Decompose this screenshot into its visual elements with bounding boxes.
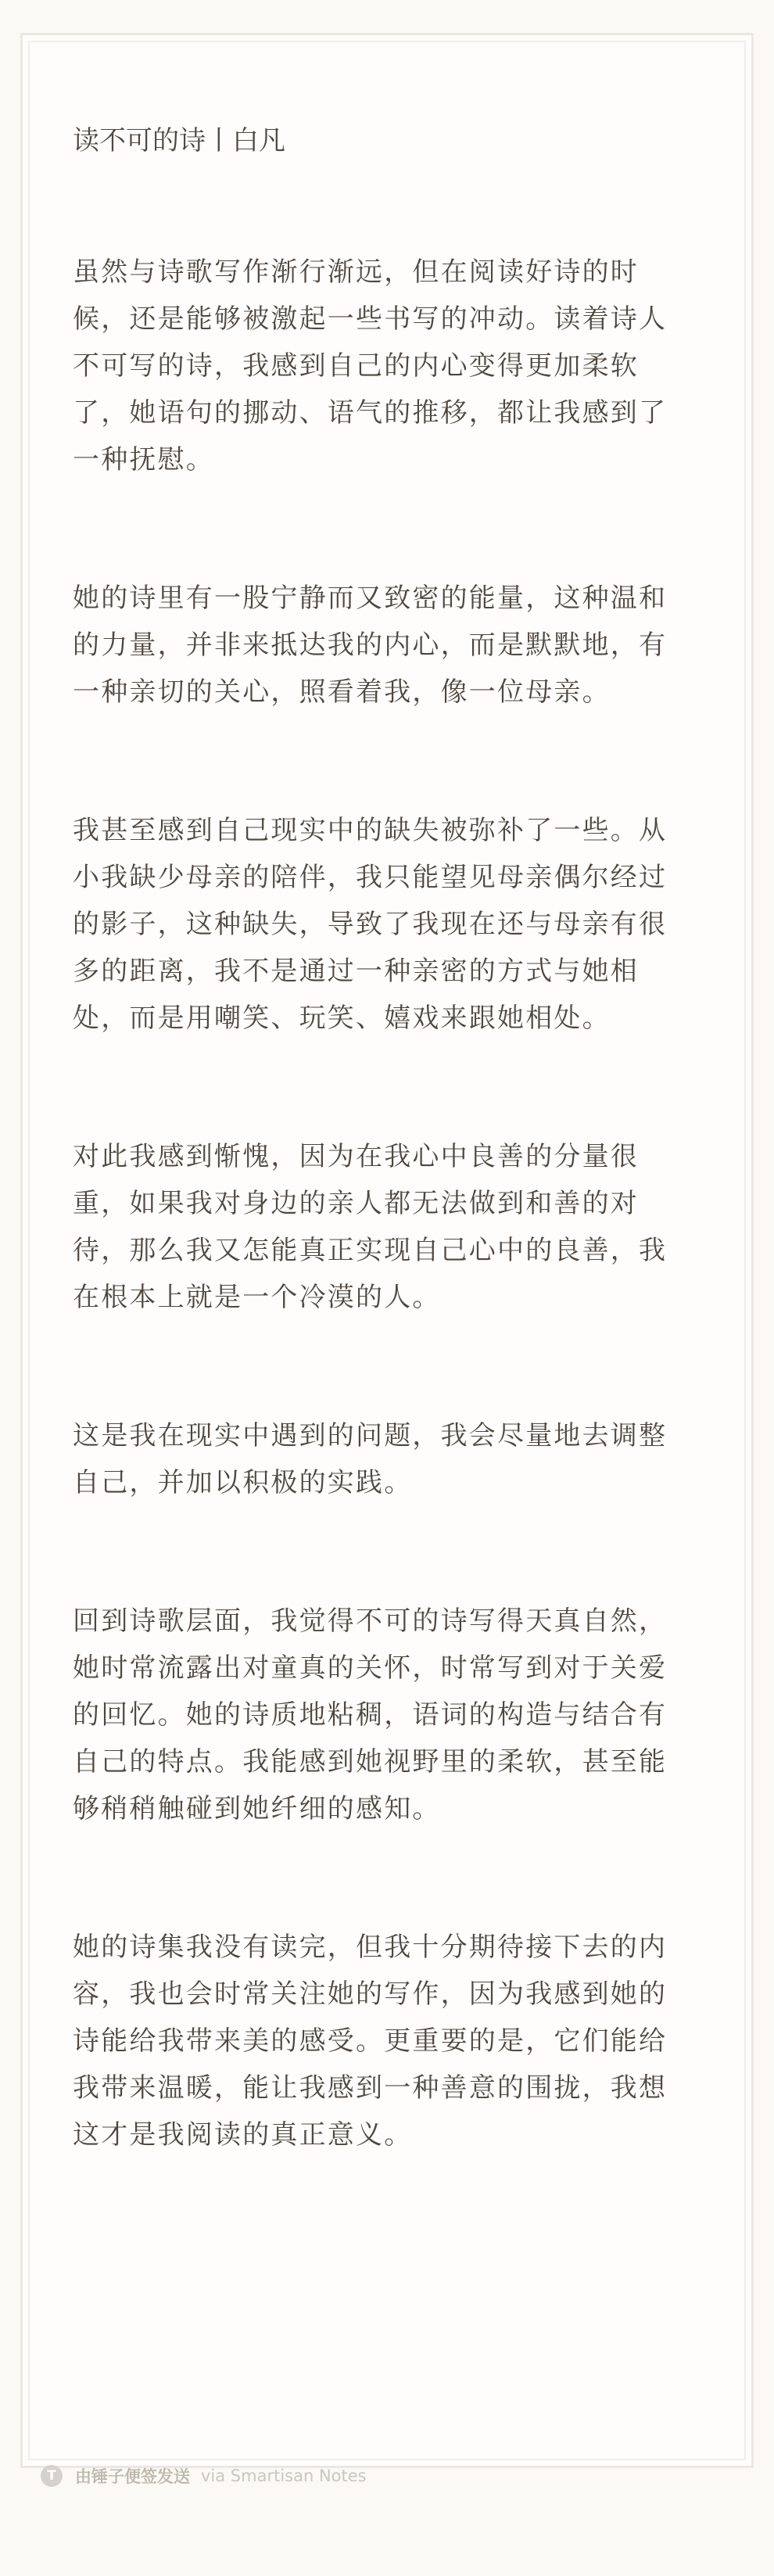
note-paragraph-5: 这是我在现实中遇到的问题，我会尽量地去调整自己，并加以积极的实践。 <box>73 1420 668 1498</box>
note-paragraph-4: 对此我感到惭愧，因为在我心中良善的分量很重，如果我对身边的亲人都无法做到和善的对待，那么我又怎能真正实现自己心中的良善，我在根本上就是一个冷漠的人。 <box>73 1141 668 1313</box>
note-paragraph-7: 她的诗集我没有读完，但我十分期待接下去的内容，我也会时常关注她的写作，因为我感到她的诗能给我带来美的感受。更重要的是，它们能给我带来温暖，能让我感到一种善意的围拢，我想这才是我阅读的真正意义。 <box>73 1932 668 2151</box>
footer-sent-label: 由锤子便签发送 <box>75 2467 190 2486</box>
footer-via-label: via Smartisan Notes <box>201 2467 367 2485</box>
note-paragraph-2: 她的诗里有一股宁静而又致密的能量，这种温和的力量，并非来抵达我的内心，而是默默地，有一种亲切的关心，照看着我，像一位母亲。 <box>73 583 668 708</box>
note-paragraph-6: 回到诗歌层面，我觉得不可的诗写得天真自然，她时常流露出对童真的关怀，时常写到对于关爱的回忆。她的诗质地粘稠，语词的构造与结合有自己的特点。我能感到她视野里的柔软，甚至能够稍稍触碰到她纤细的感知。 <box>73 1606 668 1824</box>
note-paragraph-3: 我甚至感到自己现实中的缺失被弥补了一些。从小我缺少母亲的陪伴，我只能望见母亲偶尔经过的影子，这种缺失，导致了我现在还与母亲有很多的距离，我不是通过一种亲密的方式与她相处，而是用嘲笑、玩笑、嬉戏来跟她相处。 <box>73 815 668 1034</box>
smartisan-logo-icon: T <box>41 2465 63 2487</box>
note-content <box>73 117 690 2250</box>
footer-attribution <box>41 2460 367 2492</box>
note-paragraph-1: 虽然与诗歌写作渐行渐远，但在阅读好诗的时候，还是能够被激起一些书写的冲动。读着诗人不可写的诗，我感到自己的内心变得更加柔软了，她语句的挪动、语气的推移，都让我感到了一种抚慰。 <box>73 257 668 475</box>
note-title: 读不可的诗丨白凡 <box>73 125 285 156</box>
